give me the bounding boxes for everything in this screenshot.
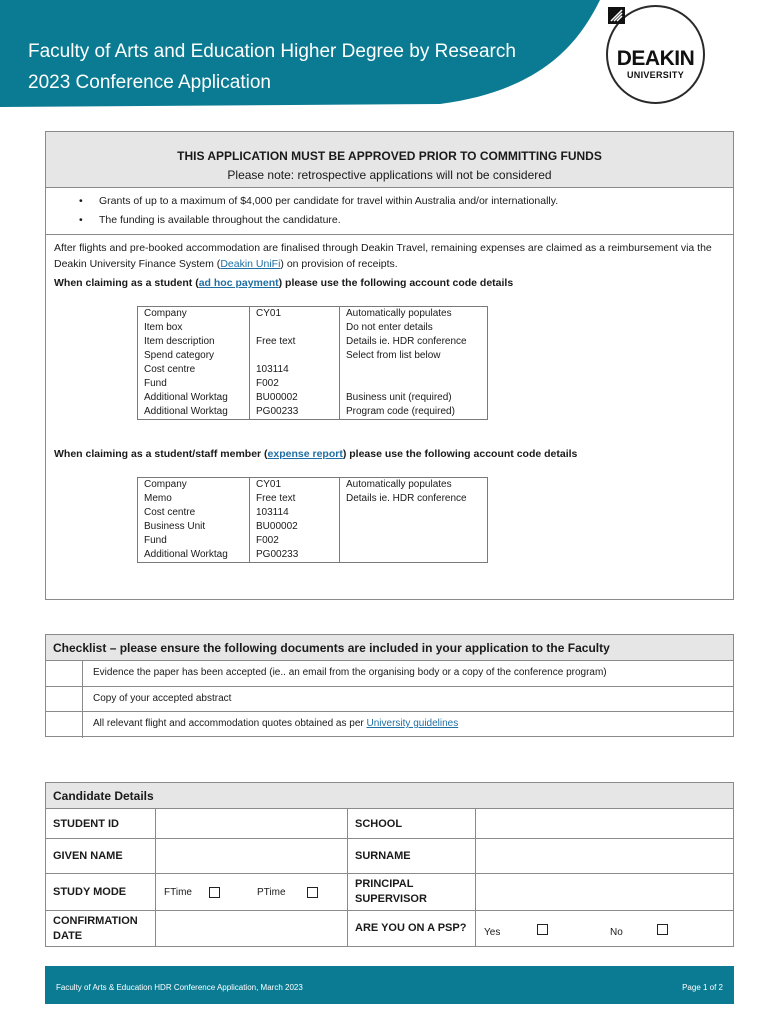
school-label: SCHOOL <box>348 809 476 839</box>
student-account-codes-table <box>137 306 488 420</box>
table-cell: 103114 <box>250 506 340 520</box>
table-cell <box>340 363 488 377</box>
checklist-checkbox[interactable] <box>46 712 83 738</box>
footer-page-number: Page 1 of 2 <box>682 983 723 992</box>
table-row <box>138 492 488 506</box>
notice-heading: THIS APPLICATION MUST BE APPROVED PRIOR TO COMMITTING FUNDS <box>177 149 602 163</box>
table-cell: Do not enter details <box>340 321 488 335</box>
reimbursement-paragraph: After flights and pre-booked accommodation are finalised through Deakin Travel, remaining expenses are claimed as a reimbursement via the Deakin University Finance System (Deakin UniFi) on provision of receipts. <box>54 242 712 270</box>
checklist-checkbox[interactable] <box>46 687 83 712</box>
psp-no-label: No <box>610 927 623 938</box>
title-line-1: Faculty of Arts and Education Higher Degree by Research <box>28 41 516 62</box>
table-cell: Item box <box>138 321 250 335</box>
deakin-crest-icon <box>608 7 625 24</box>
table-row <box>138 349 488 363</box>
study-mode-label: STUDY MODE <box>46 874 156 911</box>
checklist-item-text: All relevant flight and accommodation quotes obtained as per University guidelines <box>93 718 459 729</box>
table-cell: F002 <box>250 534 340 548</box>
table-cell: BU00002 <box>250 391 340 405</box>
table-cell: CY01 <box>250 478 340 493</box>
study-mode-field <box>156 874 348 911</box>
table-cell: Details ie. HDR conference <box>340 492 488 506</box>
psp-field <box>476 911 733 946</box>
logo-subtext: UNIVERSITY <box>626 70 684 80</box>
checklist-item-text: Evidence the paper has been accepted (ie.. an email from the organising body or a copy of the conference program) <box>93 667 607 678</box>
page-title <box>28 36 516 98</box>
bullet-item: • Grants of up to a maximum of $4,000 per candidate for travel within Australia and/or internationally. <box>79 195 559 207</box>
school-field[interactable] <box>476 809 733 839</box>
table-cell: Free text <box>250 492 340 506</box>
table-cell: Memo <box>138 492 250 506</box>
surname-label: SURNAME <box>348 839 476 874</box>
given-name-field[interactable] <box>156 839 348 874</box>
table-cell: Automatically populates <box>340 478 488 493</box>
notice-header <box>46 132 733 188</box>
page-footer <box>45 966 734 1004</box>
candidate-details-section <box>45 782 734 947</box>
table-cell <box>340 506 488 520</box>
title-line-2: 2023 Conference Application <box>28 72 271 93</box>
psp-no-checkbox[interactable] <box>657 924 668 935</box>
table-row <box>138 506 488 520</box>
table-cell: Free text <box>250 335 340 349</box>
page-header <box>0 0 770 110</box>
footer-document-title: Faculty of Arts & Education HDR Conference Application, March 2023 <box>56 983 303 992</box>
principal-supervisor-field[interactable] <box>476 874 733 911</box>
table-cell <box>250 321 340 335</box>
student-claim-heading: When claiming as a student (ad hoc payment) please use the following account code details <box>54 277 514 289</box>
table-row <box>138 321 488 335</box>
ptime-checkbox[interactable] <box>307 887 318 898</box>
checklist-checkbox[interactable] <box>46 661 83 686</box>
checklist-heading: Checklist – please ensure the following documents are included in your application to the Faculty <box>46 635 733 661</box>
table-cell: Details ie. HDR conference <box>340 335 488 349</box>
table-cell: Business Unit <box>138 520 250 534</box>
table-cell: CY01 <box>250 307 340 322</box>
table-cell: 103114 <box>250 363 340 377</box>
table-row <box>138 377 488 391</box>
checklist-item-text: Copy of your accepted abstract <box>93 692 232 704</box>
table-row <box>138 307 488 322</box>
principal-supervisor-label: PRINCIPAL SUPERVISOR <box>348 874 476 911</box>
table-cell: BU00002 <box>250 520 340 534</box>
table-cell: Automatically populates <box>340 307 488 322</box>
table-row <box>138 405 488 420</box>
table-row <box>138 335 488 349</box>
table-cell: Fund <box>138 377 250 391</box>
table-cell: Fund <box>138 534 250 548</box>
bullet-item: • The funding is available throughout the candidature. <box>79 214 341 226</box>
table-cell: F002 <box>250 377 340 391</box>
table-cell: Select from list below <box>340 349 488 363</box>
table-cell <box>340 377 488 391</box>
ptime-label: PTime <box>257 887 286 898</box>
ad-hoc-payment-link[interactable]: ad hoc payment <box>198 277 279 289</box>
staff-claim-heading: When claiming as a student/staff member (expense report) please use the following account code details <box>54 448 578 460</box>
funding-info-section <box>45 131 734 600</box>
expense-report-link[interactable]: expense report <box>267 448 343 460</box>
table-cell: Additional Worktag <box>138 391 250 405</box>
table-cell: Additional Worktag <box>138 548 250 563</box>
candidate-details-heading: Candidate Details <box>46 783 733 809</box>
table-row <box>138 391 488 405</box>
table-cell <box>340 548 488 563</box>
table-cell <box>340 520 488 534</box>
table-row <box>138 363 488 377</box>
student-id-label: STUDENT ID <box>46 809 156 839</box>
notice-subheading: Please note: retrospective applications will not be considered <box>227 168 552 182</box>
table-row <box>138 478 488 493</box>
staff-account-codes-table <box>137 477 488 563</box>
deakin-unifi-link[interactable]: Deakin UniFi <box>220 258 281 270</box>
psp-yes-label: Yes <box>484 927 501 938</box>
psp-question-label: ARE YOU ON A PSP? <box>348 911 476 946</box>
checklist-row <box>46 687 733 713</box>
table-cell: Item description <box>138 335 250 349</box>
checklist-row <box>46 712 733 738</box>
table-cell: Cost centre <box>138 363 250 377</box>
table-row <box>138 534 488 548</box>
table-cell: Additional Worktag <box>138 405 250 420</box>
table-cell <box>340 534 488 548</box>
table-cell: Spend category <box>138 349 250 363</box>
table-cell: Cost centre <box>138 506 250 520</box>
deakin-logo <box>606 5 705 104</box>
table-cell: Company <box>138 478 250 493</box>
table-cell: PG00233 <box>250 548 340 563</box>
logo-wordmark: DEAKIN <box>616 47 695 70</box>
table-cell <box>250 349 340 363</box>
checklist-row <box>46 661 733 687</box>
table-row <box>138 520 488 534</box>
psp-yes-checkbox[interactable] <box>537 924 548 935</box>
confirmation-date-label: CONFIRMATION DATE <box>46 911 156 946</box>
given-name-label: GIVEN NAME <box>46 839 156 874</box>
table-row <box>138 548 488 563</box>
student-id-field[interactable] <box>156 809 348 839</box>
table-cell: PG00233 <box>250 405 340 420</box>
table-cell: Company <box>138 307 250 322</box>
surname-field[interactable] <box>476 839 733 874</box>
funding-bullets <box>46 188 733 235</box>
ftime-checkbox[interactable] <box>209 887 220 898</box>
checklist-section <box>45 634 734 737</box>
university-guidelines-link[interactable]: University guidelines <box>366 718 459 729</box>
confirmation-date-field[interactable] <box>156 911 348 946</box>
table-cell: Program code (required) <box>340 405 488 420</box>
table-cell: Business unit (required) <box>340 391 488 405</box>
ftime-label: FTime <box>164 887 192 898</box>
